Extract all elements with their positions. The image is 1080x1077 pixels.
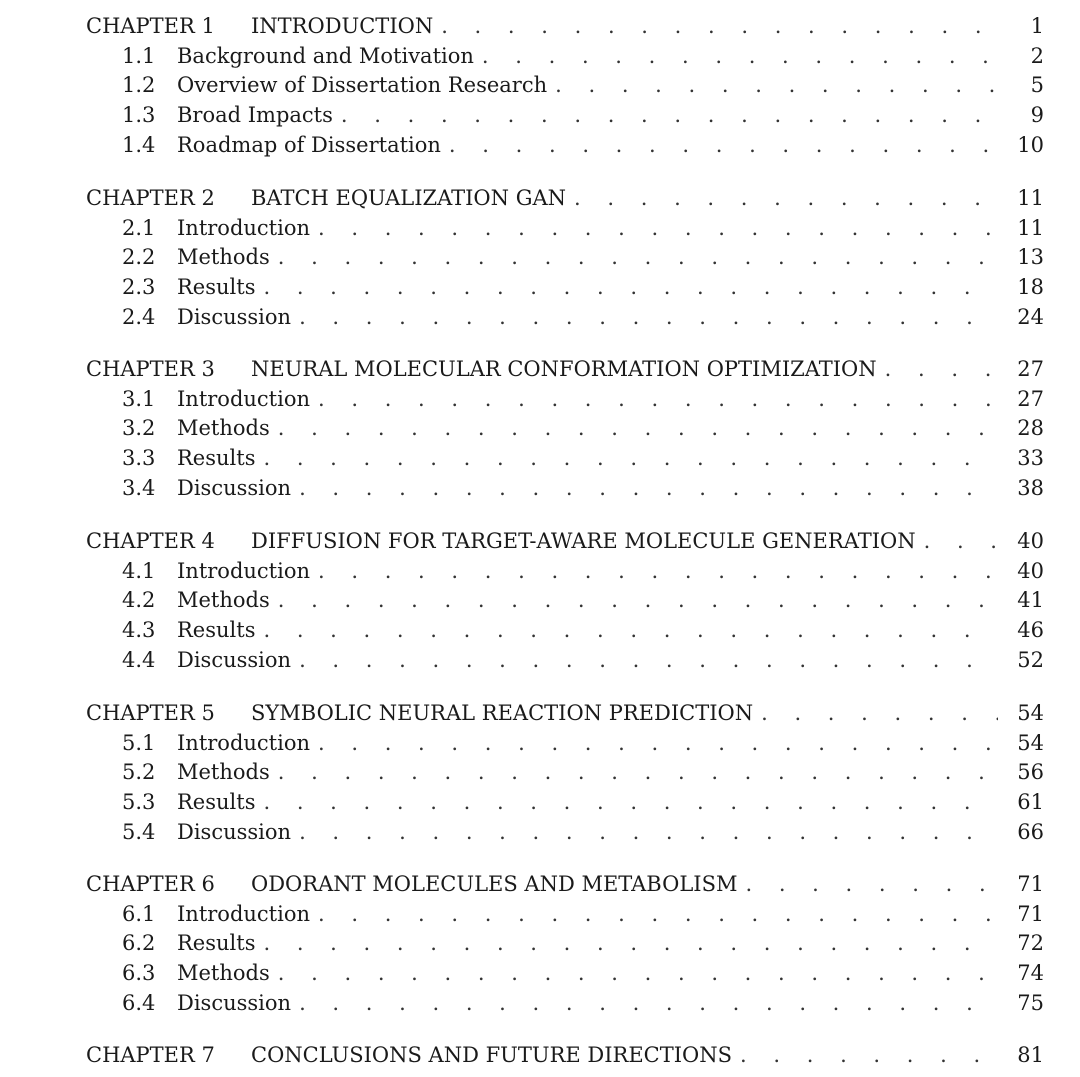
dot-leader (761, 698, 998, 728)
entry-number: CHAPTER 6 (86, 872, 215, 896)
entry-number: 4.3 (122, 618, 156, 642)
entry-number: 6.4 (122, 991, 156, 1015)
toc-section-row[interactable] (122, 242, 1044, 272)
entry-number: 2.3 (122, 275, 156, 299)
entry-title: Results (177, 931, 256, 955)
toc-section-row[interactable] (122, 958, 1044, 988)
entry-page-number: 54 (1017, 731, 1044, 755)
dot-leader (263, 443, 998, 473)
dot-leader (299, 988, 998, 1018)
entry-number: CHAPTER 3 (86, 357, 215, 381)
entry-number: 1.2 (122, 73, 156, 97)
toc-section-row[interactable] (122, 728, 1044, 758)
entry-title: CONCLUSIONS AND FUTURE DIRECTIONS (251, 1043, 733, 1067)
entry-title: Introduction (177, 387, 310, 411)
entry-page-number: 61 (1017, 790, 1044, 814)
dot-leader (263, 615, 998, 645)
entry-page-number: 46 (1017, 618, 1044, 642)
dot-leader (924, 526, 998, 556)
entry-number: 6.2 (122, 931, 156, 955)
entry-number: 5.4 (122, 820, 156, 844)
toc-section-row[interactable] (122, 302, 1044, 332)
entry-title: SYMBOLIC NEURAL REACTION PREDICTION (251, 701, 754, 725)
dot-leader (449, 130, 998, 160)
entry-page-number: 54 (1017, 701, 1044, 725)
entry-page-number: 52 (1017, 648, 1044, 672)
entry-title: Overview of Dissertation Research (177, 73, 548, 97)
entry-title: Results (177, 446, 256, 470)
entry-title: Methods (177, 416, 270, 440)
entry-page-number: 28 (1017, 416, 1044, 440)
dot-leader (299, 817, 998, 847)
entry-number: 2.1 (122, 216, 156, 240)
dot-leader (745, 869, 998, 899)
entry-number: 3.1 (122, 387, 156, 411)
dot-leader (441, 11, 998, 41)
toc-section-row[interactable] (122, 213, 1044, 243)
entry-number: 1.3 (122, 103, 156, 127)
toc-chapter-row[interactable] (86, 526, 1044, 556)
entry-title: Results (177, 275, 256, 299)
dot-leader (299, 302, 998, 332)
entry-title: Introduction (177, 559, 310, 583)
entry-number: 3.3 (122, 446, 156, 470)
toc-section-row[interactable] (122, 41, 1044, 71)
toc-section-row[interactable] (122, 413, 1044, 443)
entry-page-number: 56 (1017, 760, 1044, 784)
entry-page-number: 74 (1017, 961, 1044, 985)
toc-section-row[interactable] (122, 556, 1044, 586)
toc-chapter-row[interactable] (86, 183, 1044, 213)
toc-section-row[interactable] (122, 645, 1044, 675)
dot-leader (278, 757, 998, 787)
toc-section-row[interactable] (122, 130, 1044, 160)
entry-page-number: 2 (1030, 44, 1044, 68)
entry-number: 3.2 (122, 416, 156, 440)
toc-section-row[interactable] (122, 988, 1044, 1018)
entry-title: Methods (177, 245, 270, 269)
entry-title: Methods (177, 588, 270, 612)
entry-number: 1.4 (122, 133, 156, 157)
dot-leader (299, 645, 998, 675)
dot-leader (740, 1040, 998, 1070)
entry-page-number: 38 (1017, 476, 1044, 500)
entry-page-number: 24 (1017, 305, 1044, 329)
entry-page-number: 75 (1017, 991, 1044, 1015)
entry-page-number: 71 (1017, 902, 1044, 926)
entry-page-number: 27 (1017, 357, 1044, 381)
entry-title: BATCH EQUALIZATION GAN (251, 186, 567, 210)
entry-page-number: 71 (1017, 872, 1044, 896)
dot-leader (482, 41, 998, 71)
entry-page-number: 5 (1030, 73, 1044, 97)
dot-leader (574, 183, 998, 213)
entry-page-number: 40 (1017, 559, 1044, 583)
entry-title: Results (177, 790, 256, 814)
dot-leader (318, 213, 998, 243)
toc-chapter-row[interactable] (86, 698, 1044, 728)
dot-leader (555, 70, 998, 100)
entry-page-number: 66 (1017, 820, 1044, 844)
toc-section-row[interactable] (122, 473, 1044, 503)
dot-leader (341, 100, 998, 130)
toc-chapter-row[interactable] (86, 354, 1044, 384)
entry-number: 1.1 (122, 44, 156, 68)
toc-section-row[interactable] (122, 899, 1044, 929)
toc-section-row[interactable] (122, 615, 1044, 645)
entry-number: 3.4 (122, 476, 156, 500)
entry-number: 4.1 (122, 559, 156, 583)
dot-leader (278, 242, 998, 272)
entry-number: 4.4 (122, 648, 156, 672)
dot-leader (299, 473, 998, 503)
entry-number: 5.3 (122, 790, 156, 814)
entry-title: Roadmap of Dissertation (177, 133, 441, 157)
entry-title: Discussion (177, 820, 292, 844)
dot-leader (318, 384, 998, 414)
dot-leader (278, 413, 998, 443)
entry-page-number: 10 (1017, 133, 1044, 157)
toc-chapter-row[interactable] (86, 1040, 1044, 1070)
dot-leader (263, 272, 998, 302)
entry-page-number: 11 (1017, 186, 1044, 210)
entry-title: Results (177, 618, 256, 642)
entry-number: CHAPTER 1 (86, 14, 215, 38)
entry-number: 2.4 (122, 305, 156, 329)
entry-page-number: 18 (1017, 275, 1044, 299)
toc-section-row[interactable] (122, 585, 1044, 615)
entry-title: Discussion (177, 305, 292, 329)
dot-leader (318, 556, 998, 586)
entry-title: DIFFUSION FOR TARGET-AWARE MOLECULE GENERATION (251, 529, 916, 553)
dot-leader (885, 354, 998, 384)
dot-leader (278, 958, 998, 988)
dot-leader (318, 728, 998, 758)
entry-title: Discussion (177, 991, 292, 1015)
entry-page-number: 33 (1017, 446, 1044, 470)
entry-number: 6.3 (122, 961, 156, 985)
entry-number: CHAPTER 2 (86, 186, 215, 210)
entry-title: Discussion (177, 648, 292, 672)
toc-section-row[interactable] (122, 928, 1044, 958)
entry-page-number: 81 (1017, 1043, 1044, 1067)
entry-page-number: 9 (1030, 103, 1044, 127)
entry-page-number: 13 (1017, 245, 1044, 269)
entry-title: Background and Motivation (177, 44, 474, 68)
toc-chapter-row[interactable] (86, 869, 1044, 899)
dot-leader (318, 899, 998, 929)
entry-number: 6.1 (122, 902, 156, 926)
entry-number: 2.2 (122, 245, 156, 269)
toc-section-row[interactable] (122, 384, 1044, 414)
entry-number: CHAPTER 7 (86, 1043, 215, 1067)
entry-title: Methods (177, 760, 270, 784)
entry-title: Methods (177, 961, 270, 985)
toc-section-row[interactable] (122, 787, 1044, 817)
toc-section-row[interactable] (122, 70, 1044, 100)
toc-chapter-row[interactable] (86, 11, 1044, 41)
entry-page-number: 11 (1017, 216, 1044, 240)
entry-title: ODORANT MOLECULES AND METABOLISM (251, 872, 738, 896)
entry-title: Discussion (177, 476, 292, 500)
dot-leader (263, 928, 998, 958)
entry-number: 5.2 (122, 760, 156, 784)
dot-leader (278, 585, 998, 615)
toc-section-row[interactable] (122, 272, 1044, 302)
entry-title: INTRODUCTION (251, 14, 434, 38)
entry-page-number: 27 (1017, 387, 1044, 411)
entry-title: Introduction (177, 902, 310, 926)
entry-number: CHAPTER 4 (86, 529, 215, 553)
entry-title: Broad Impacts (177, 103, 333, 127)
entry-number: 4.2 (122, 588, 156, 612)
toc-section-row[interactable] (122, 443, 1044, 473)
entry-title: Introduction (177, 731, 310, 755)
entry-title: Introduction (177, 216, 310, 240)
entry-page-number: 72 (1017, 931, 1044, 955)
entry-page-number: 40 (1017, 529, 1044, 553)
toc-section-row[interactable] (122, 757, 1044, 787)
entry-title: NEURAL MOLECULAR CONFORMATION OPTIMIZATION (251, 357, 877, 381)
dot-leader (263, 787, 998, 817)
entry-page-number: 41 (1017, 588, 1044, 612)
entry-number: 5.1 (122, 731, 156, 755)
entry-number: CHAPTER 5 (86, 701, 215, 725)
entry-page-number: 1 (1030, 14, 1044, 38)
toc-section-row[interactable] (122, 100, 1044, 130)
toc-section-row[interactable] (122, 817, 1044, 847)
